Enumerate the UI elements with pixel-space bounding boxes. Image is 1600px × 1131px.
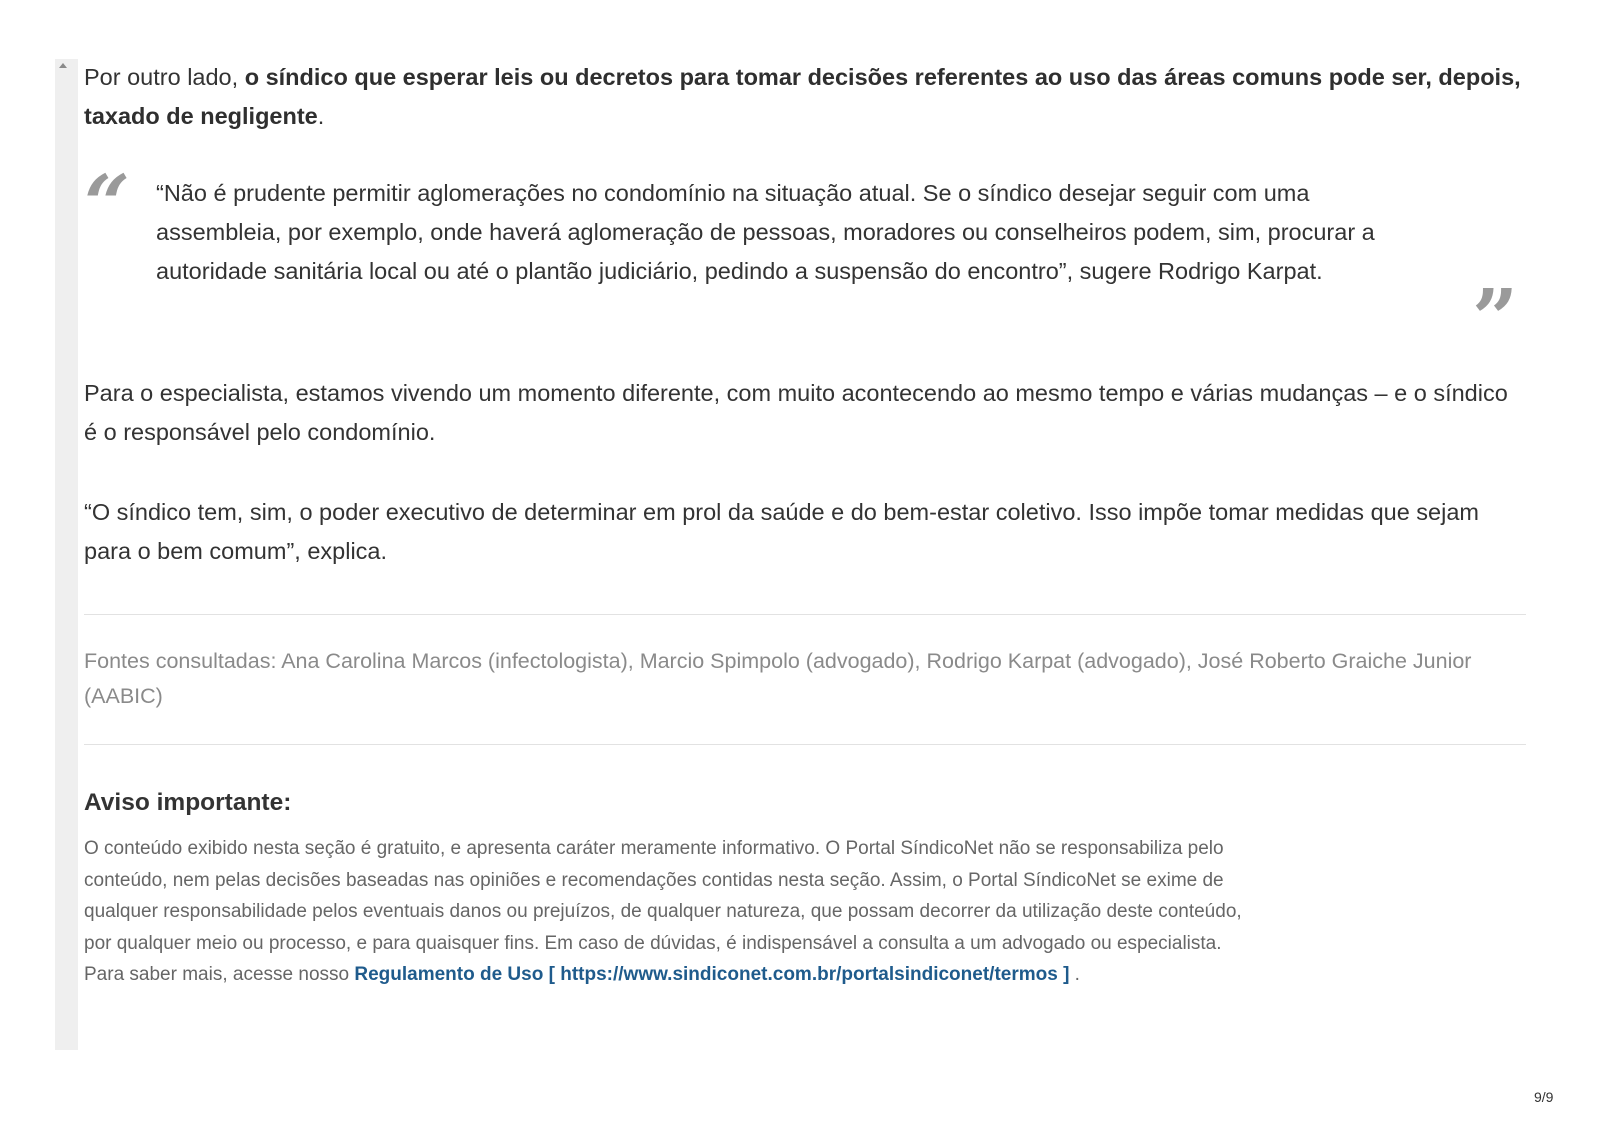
paragraph-intro	[84, 58, 1526, 136]
divider	[84, 614, 1526, 615]
blockquote	[84, 157, 1526, 365]
terms-link-label[interactable]: Regulamento de Uso	[354, 964, 544, 986]
quote-open-icon: “	[84, 157, 131, 251]
paragraph-specialist: Para o especialista, estamos vivendo um momento diferente, com muito acontecendo ao mesmo tempo e várias mudanças – e o síndico é o responsável pelo condomínio.	[84, 380, 1508, 445]
paragraph-intro-prefix: Por outro lado,	[84, 64, 245, 90]
scroll-up-arrow-icon[interactable]	[59, 63, 67, 68]
paragraph-intro-bold: o síndico que esperar leis ou decretos para tomar decisões referentes ao uso das áreas comuns pode ser, depois, taxado de negligente	[84, 64, 1521, 129]
notice-more-prefix: Para saber mais, acesse nosso	[84, 964, 355, 986]
quote-close-icon: ”	[1471, 271, 1518, 365]
article-content	[84, 58, 1526, 990]
scrollbar-track[interactable]	[55, 59, 78, 1050]
page-number: 9/9	[1534, 1089, 1554, 1105]
terms-link[interactable]	[354, 964, 1069, 985]
notice-more	[84, 959, 1526, 990]
divider	[84, 744, 1526, 745]
notice-title: Aviso importante:	[84, 789, 292, 816]
notice-body: O conteúdo exibido nesta seção é gratuito, e apresenta caráter meramente informativo. O Portal SíndicoNet não se responsabiliza pelo conteúdo, nem pelas decisões baseadas nas opiniões e recomendações contidas nesta seção. Assim, o Portal SíndicoNet se exime de qualquer responsabilidade pelos eventuais danos ou prejuízos, de qualquer natureza, que possam decorrer da utilização deste conteúdo, por qualquer meio ou processo, e para quaisquer fins. Em caso de dúvidas, é indispensável a consulta a um advogado ou especialista.	[84, 838, 1242, 954]
sources-text: Fontes consultadas: Ana Carolina Marcos (infectologista), Marcio Spimpolo (advogado), Rodrigo Karpat (advogado), José Roberto Graiche Junior (AABIC)	[84, 649, 1472, 708]
paragraph-intro-suffix: .	[317, 103, 325, 129]
quote-text: “Não é prudente permitir aglomerações no condomínio na situação atual. Se o síndico desejar seguir com uma assembleia, por exemplo, onde haverá aglomeração de pessoas, moradores ou conselheiros podem, sim, procurar a autoridade sanitária local ou até o plantão judiciário, pedindo a suspensão do encontro”, sugere Rodrigo Karpat.	[156, 180, 1375, 284]
terms-link-url[interactable]: [ https://www.sindiconet.com.br/portalsindiconet/termos ]	[548, 964, 1070, 986]
paragraph-quote-explica: “O síndico tem, sim, o poder executivo de determinar em prol da saúde e do bem-estar coletivo. Isso impõe tomar medidas que sejam para o bem comum”, explica.	[84, 499, 1479, 564]
notice-more-suffix: .	[1069, 964, 1080, 986]
